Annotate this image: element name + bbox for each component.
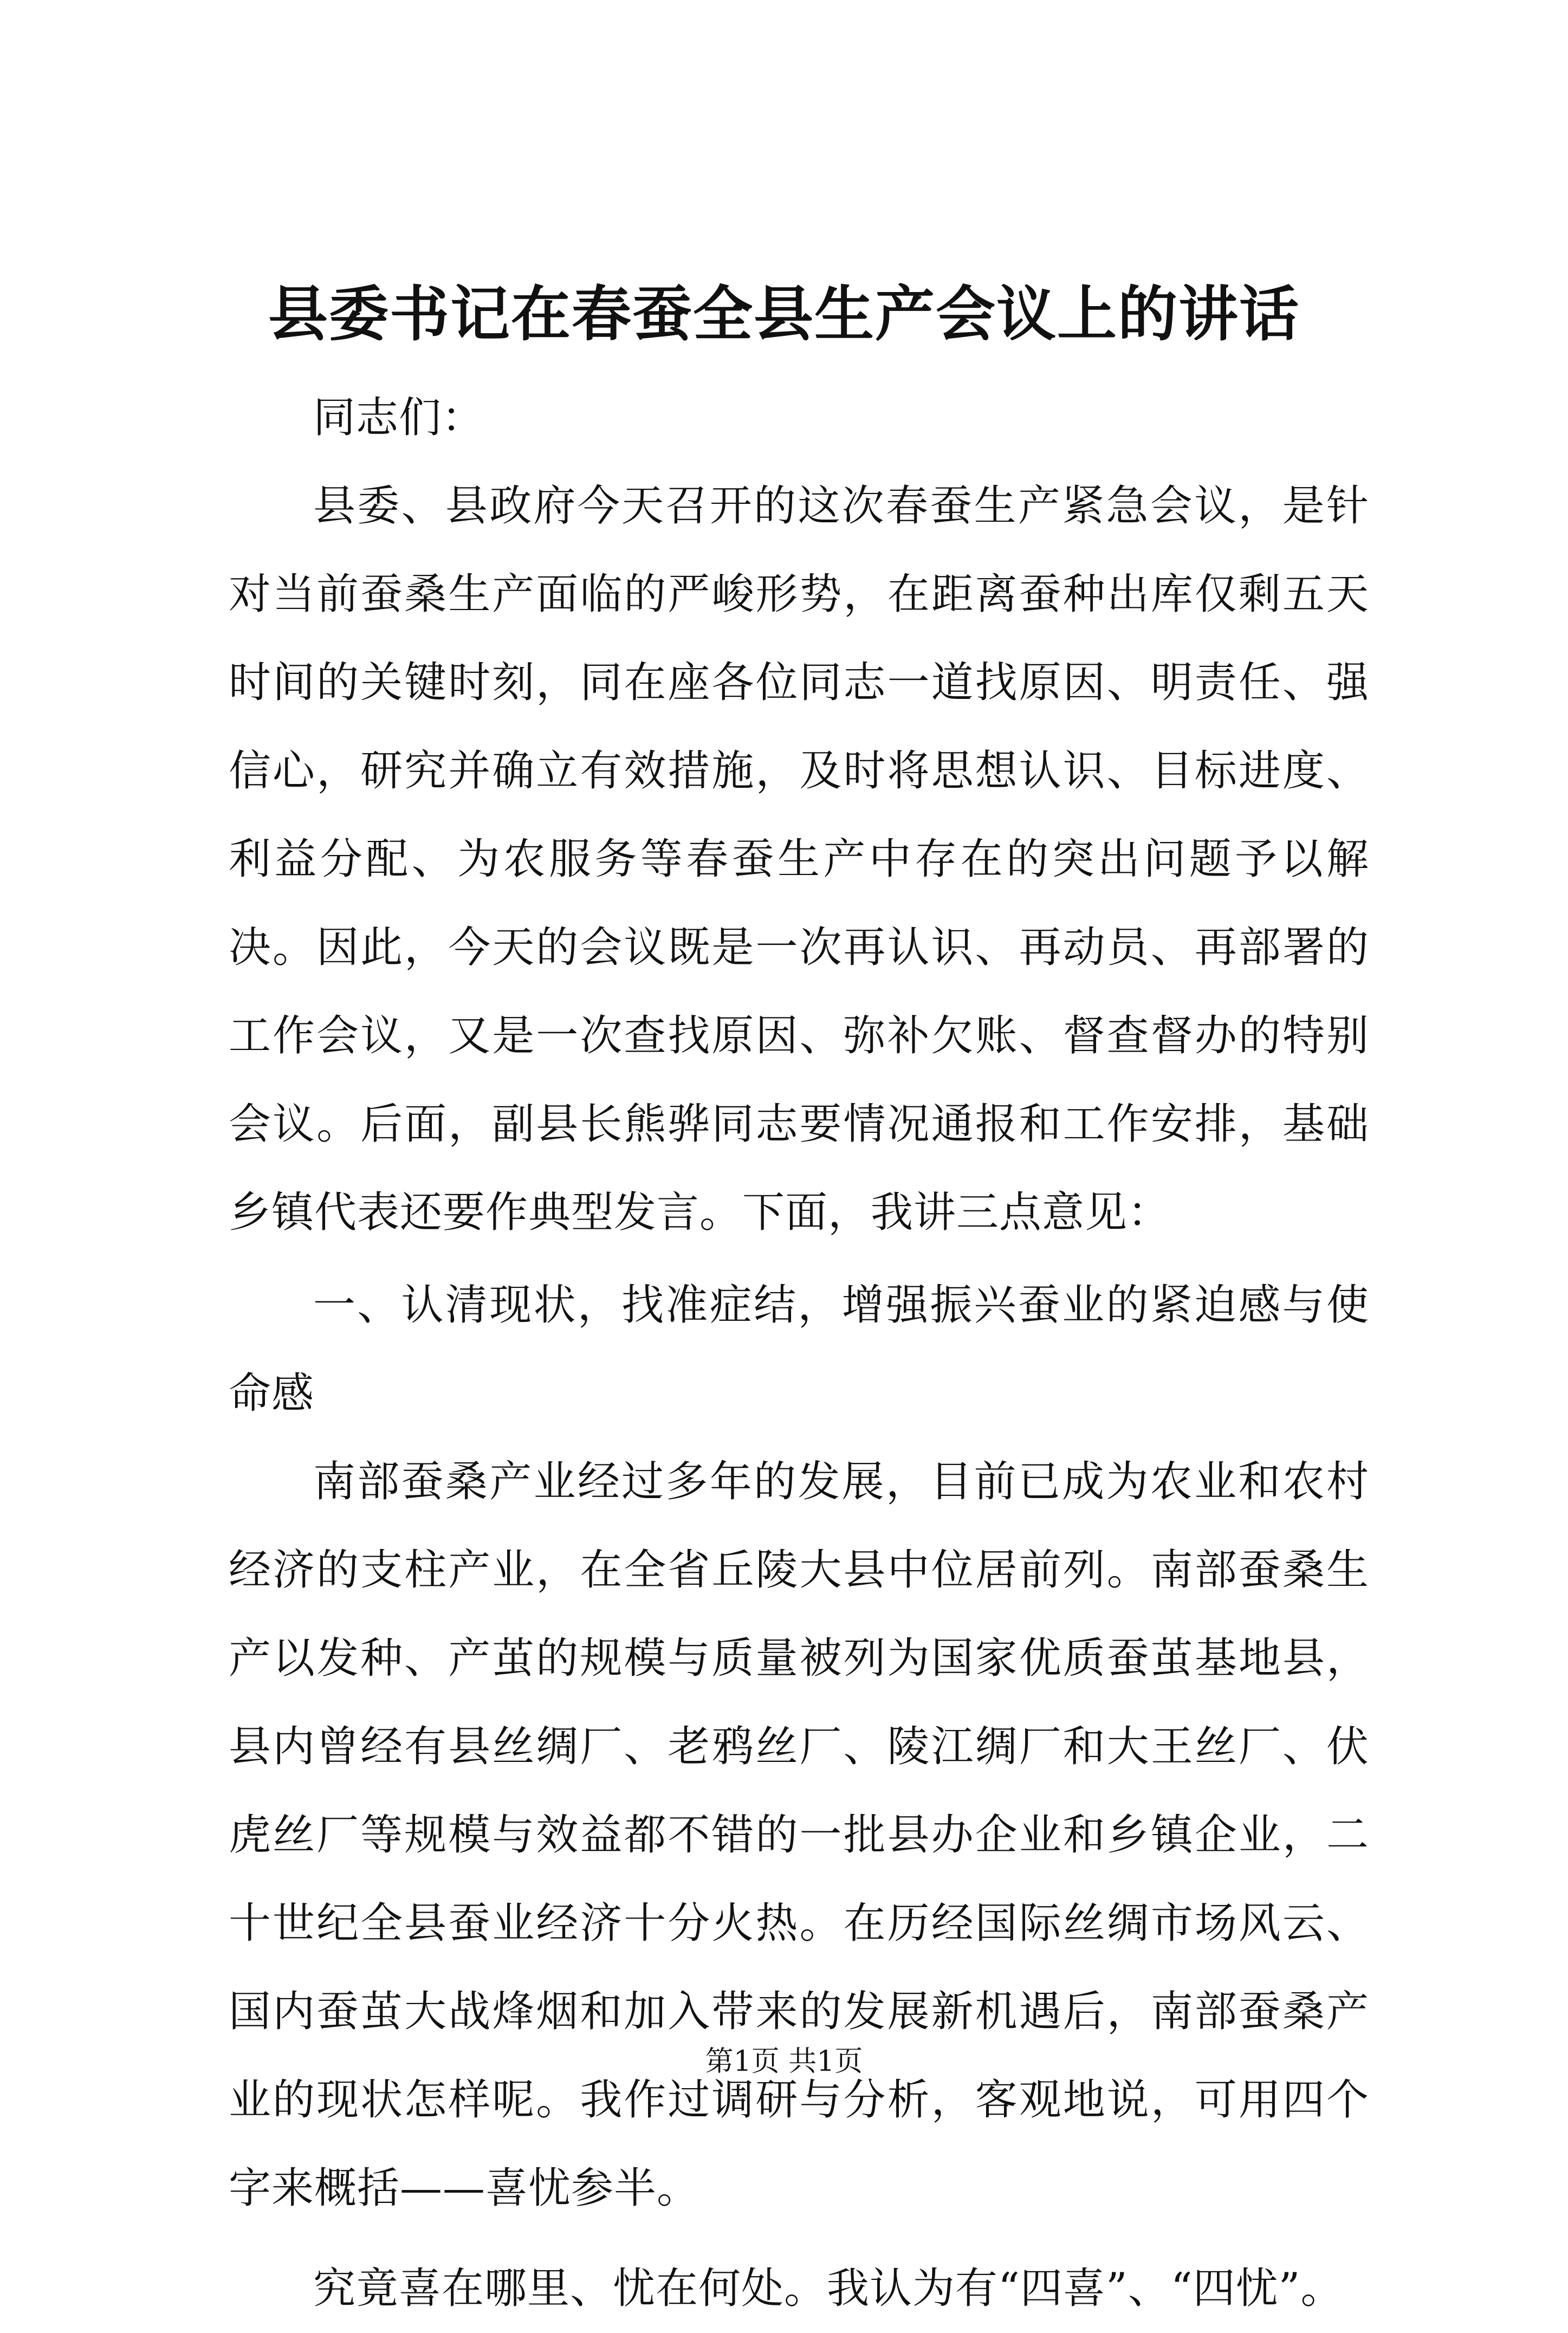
page-footer: 第1页 共1页 [705,2045,863,2078]
section-heading-1: 一、认清现状，找准症结，增强振兴蚕业的紧迫感与使命感 [229,1281,1369,1418]
salutation: 同志们： [313,393,485,442]
document-body [229,374,1369,2333]
paragraph-status: 南部蚕桑产业经过多年的发展，目前已成为农业和农村经济的支柱产业，在全省丘陵大县中位居前列。南部蚕桑生产以发种、产茧的规模与质量被列为国家优质蚕茧基地县，县内曾经有县丝绸厂、老鸦丝厂、陵江绸厂和大王丝厂、伏虎丝厂等规模与效益都不错的一批县办企业和乡镇企业，二十世纪全县蚕业经济十分火热。在历经国际丝绸市场风云、国内蚕茧大战烽烟和加入带来的发展新机遇后，南部蚕桑产业的现状怎样呢。我作过调研与分析，客观地说，可用四个字来概括——喜忧参半。 [229,1457,1369,2213]
paragraph-intro: 县委、县政府今天召开的这次春蚕生产紧急会议，是针对当前蚕桑生产面临的严峻形势，在距离蚕种出库仅剩五天时间的关键时刻，同在座各位同志一道找原因、明责任、强信心，研究并确立有效措施，及时将思想认识、目标进度、利益分配、为农服务等春蚕生产中存在的突出问题予以解决。因此，今天的会议既是一次再认识、再动员、再部署的工作会议，又是一次查找原因、弥补欠账、督查督办的特别会议。后面，副县长熊骅同志要情况通报和工作安排，基础乡镇代表还要作典型发言。下面，我讲三点意见： [229,482,1369,1237]
document-title: 县委书记在春蚕全县生产会议上的讲话 [268,279,1300,349]
paragraph-joys-worries: 究竟喜在哪里、忧在何处。我认为有“四喜”、“四忧”。 [313,2264,1344,2313]
